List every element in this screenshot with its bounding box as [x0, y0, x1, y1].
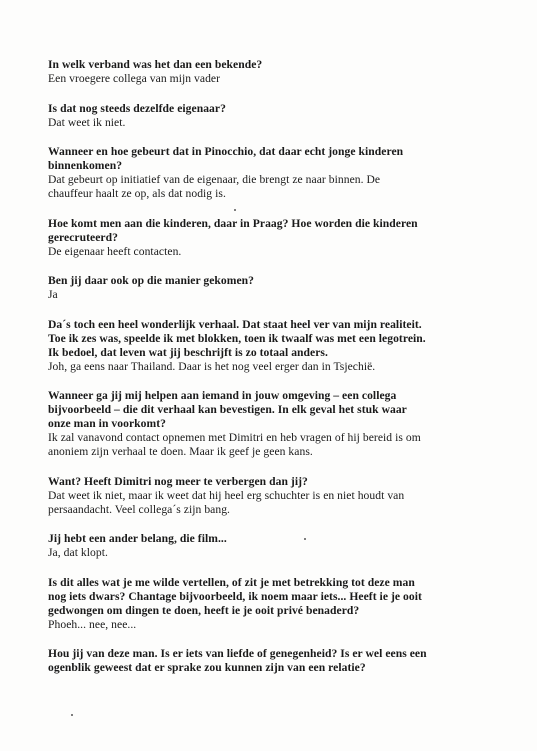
question-line: ogenblik geweest dat er sprake zou kunnen zijn van een relatie?: [48, 661, 366, 674]
answer-line: Phoeh... nee, nee...: [48, 617, 137, 631]
answer-line: Dat weet ik niet.: [48, 115, 126, 129]
qa-block: [48, 145, 508, 201]
scan-speck: [71, 714, 73, 716]
question-line: Want? Heeft Dimitri nog meer te verbergen dan jij?: [48, 474, 308, 488]
question-line: Toe ik zes was, speelde ik met blokken, toen ik twaalf was met een legotrein.: [48, 331, 426, 345]
question-line: In welk verband was het dan een bekende?: [48, 58, 263, 71]
qa-block: [48, 102, 508, 130]
question-line: Hoe komt men aan die kinderen, daar in Praag? Hoe worden die kinderen: [48, 216, 418, 230]
interview-transcript: [48, 58, 508, 691]
qa-block: [48, 576, 508, 632]
question-line: bijvoorbeeld – die dit verhaal kan bevestigen. In elk geval het stuk waar: [48, 403, 407, 416]
answer-line: De eigenaar heeft contacten.: [48, 244, 182, 258]
question-line: Ik bedoel, dat leven wat jij beschrijft is zo totaal anders.: [48, 345, 328, 359]
answer-line: anoniem zijn verhaal te doen. Maar ik geef je geen kans.: [48, 445, 313, 458]
question-line: Da´s toch een heel wonderlijk verhaal. Dat staat heel ver van mijn realiteit.: [48, 317, 422, 331]
answer-line: chauffeur haalt ze op, als dat nodig is.: [48, 187, 226, 200]
answer-line: Dat weet ik niet, maar ik weet dat hij heel erg schuchter is en niet houdt van: [48, 488, 405, 502]
question-line: Ben jij daar ook op die manier gekomen?: [48, 274, 255, 287]
answer-line: Dat gebeurt op initiatief van de eigenaar, die brengt ze naar binnen. De: [48, 173, 381, 186]
qa-block: [48, 475, 508, 517]
scan-speck: [304, 538, 306, 540]
question-line: binnenkomen?: [48, 159, 123, 172]
qa-block: [48, 58, 508, 86]
answer-line: Ja, dat klopt.: [48, 546, 108, 559]
answer-line: Ja: [48, 288, 58, 301]
answer-line: persaandacht. Veel collega´s zijn bang.: [48, 502, 231, 516]
qa-block: [48, 318, 508, 374]
qa-block: [48, 274, 508, 302]
question-line: gedwongen om dingen te doen, heeft ie je ooit privé benaderd?: [48, 603, 360, 617]
answer-line: Een vroegere collega van mijn vader: [48, 72, 221, 85]
question-line: nog iets dwars? Chantage bijvoorbeeld, ik noem maar iets... Heeft ie je ooit: [48, 589, 422, 603]
question-line: gerecruteerd?: [48, 230, 118, 244]
scan-speck: [234, 209, 236, 211]
question-line: onze man in voorkomt?: [48, 417, 166, 430]
qa-block: [48, 389, 508, 459]
answer-line: Joh, ga eens naar Thailand. Daar is het nog veel erger dan in Tsjechië.: [48, 359, 376, 373]
question-line: Hou jij van deze man. Is er iets van liefde of genegenheid? Is er wel eens een: [48, 647, 427, 660]
answer-line: Ik zal vanavond contact opnemen met Dimitri en heb vragen of hij bereid is om: [48, 431, 421, 444]
question-line: Jij hebt een ander belang, die film...: [48, 532, 227, 545]
qa-block: [48, 532, 508, 560]
qa-block: [48, 217, 508, 259]
question-line: Is dit alles wat je me wilde vertellen, of zit je met betrekking tot deze man: [48, 575, 415, 589]
qa-block: [48, 647, 508, 675]
question-line: Wanneer ga jij mij helpen aan iemand in jouw omgeving – een collega: [48, 389, 397, 402]
question-line: Wanneer en hoe gebeurt dat in Pinocchio, dat daar echt jonge kinderen: [48, 145, 404, 158]
question-line: Is dat nog steeds dezelfde eigenaar?: [48, 101, 226, 115]
